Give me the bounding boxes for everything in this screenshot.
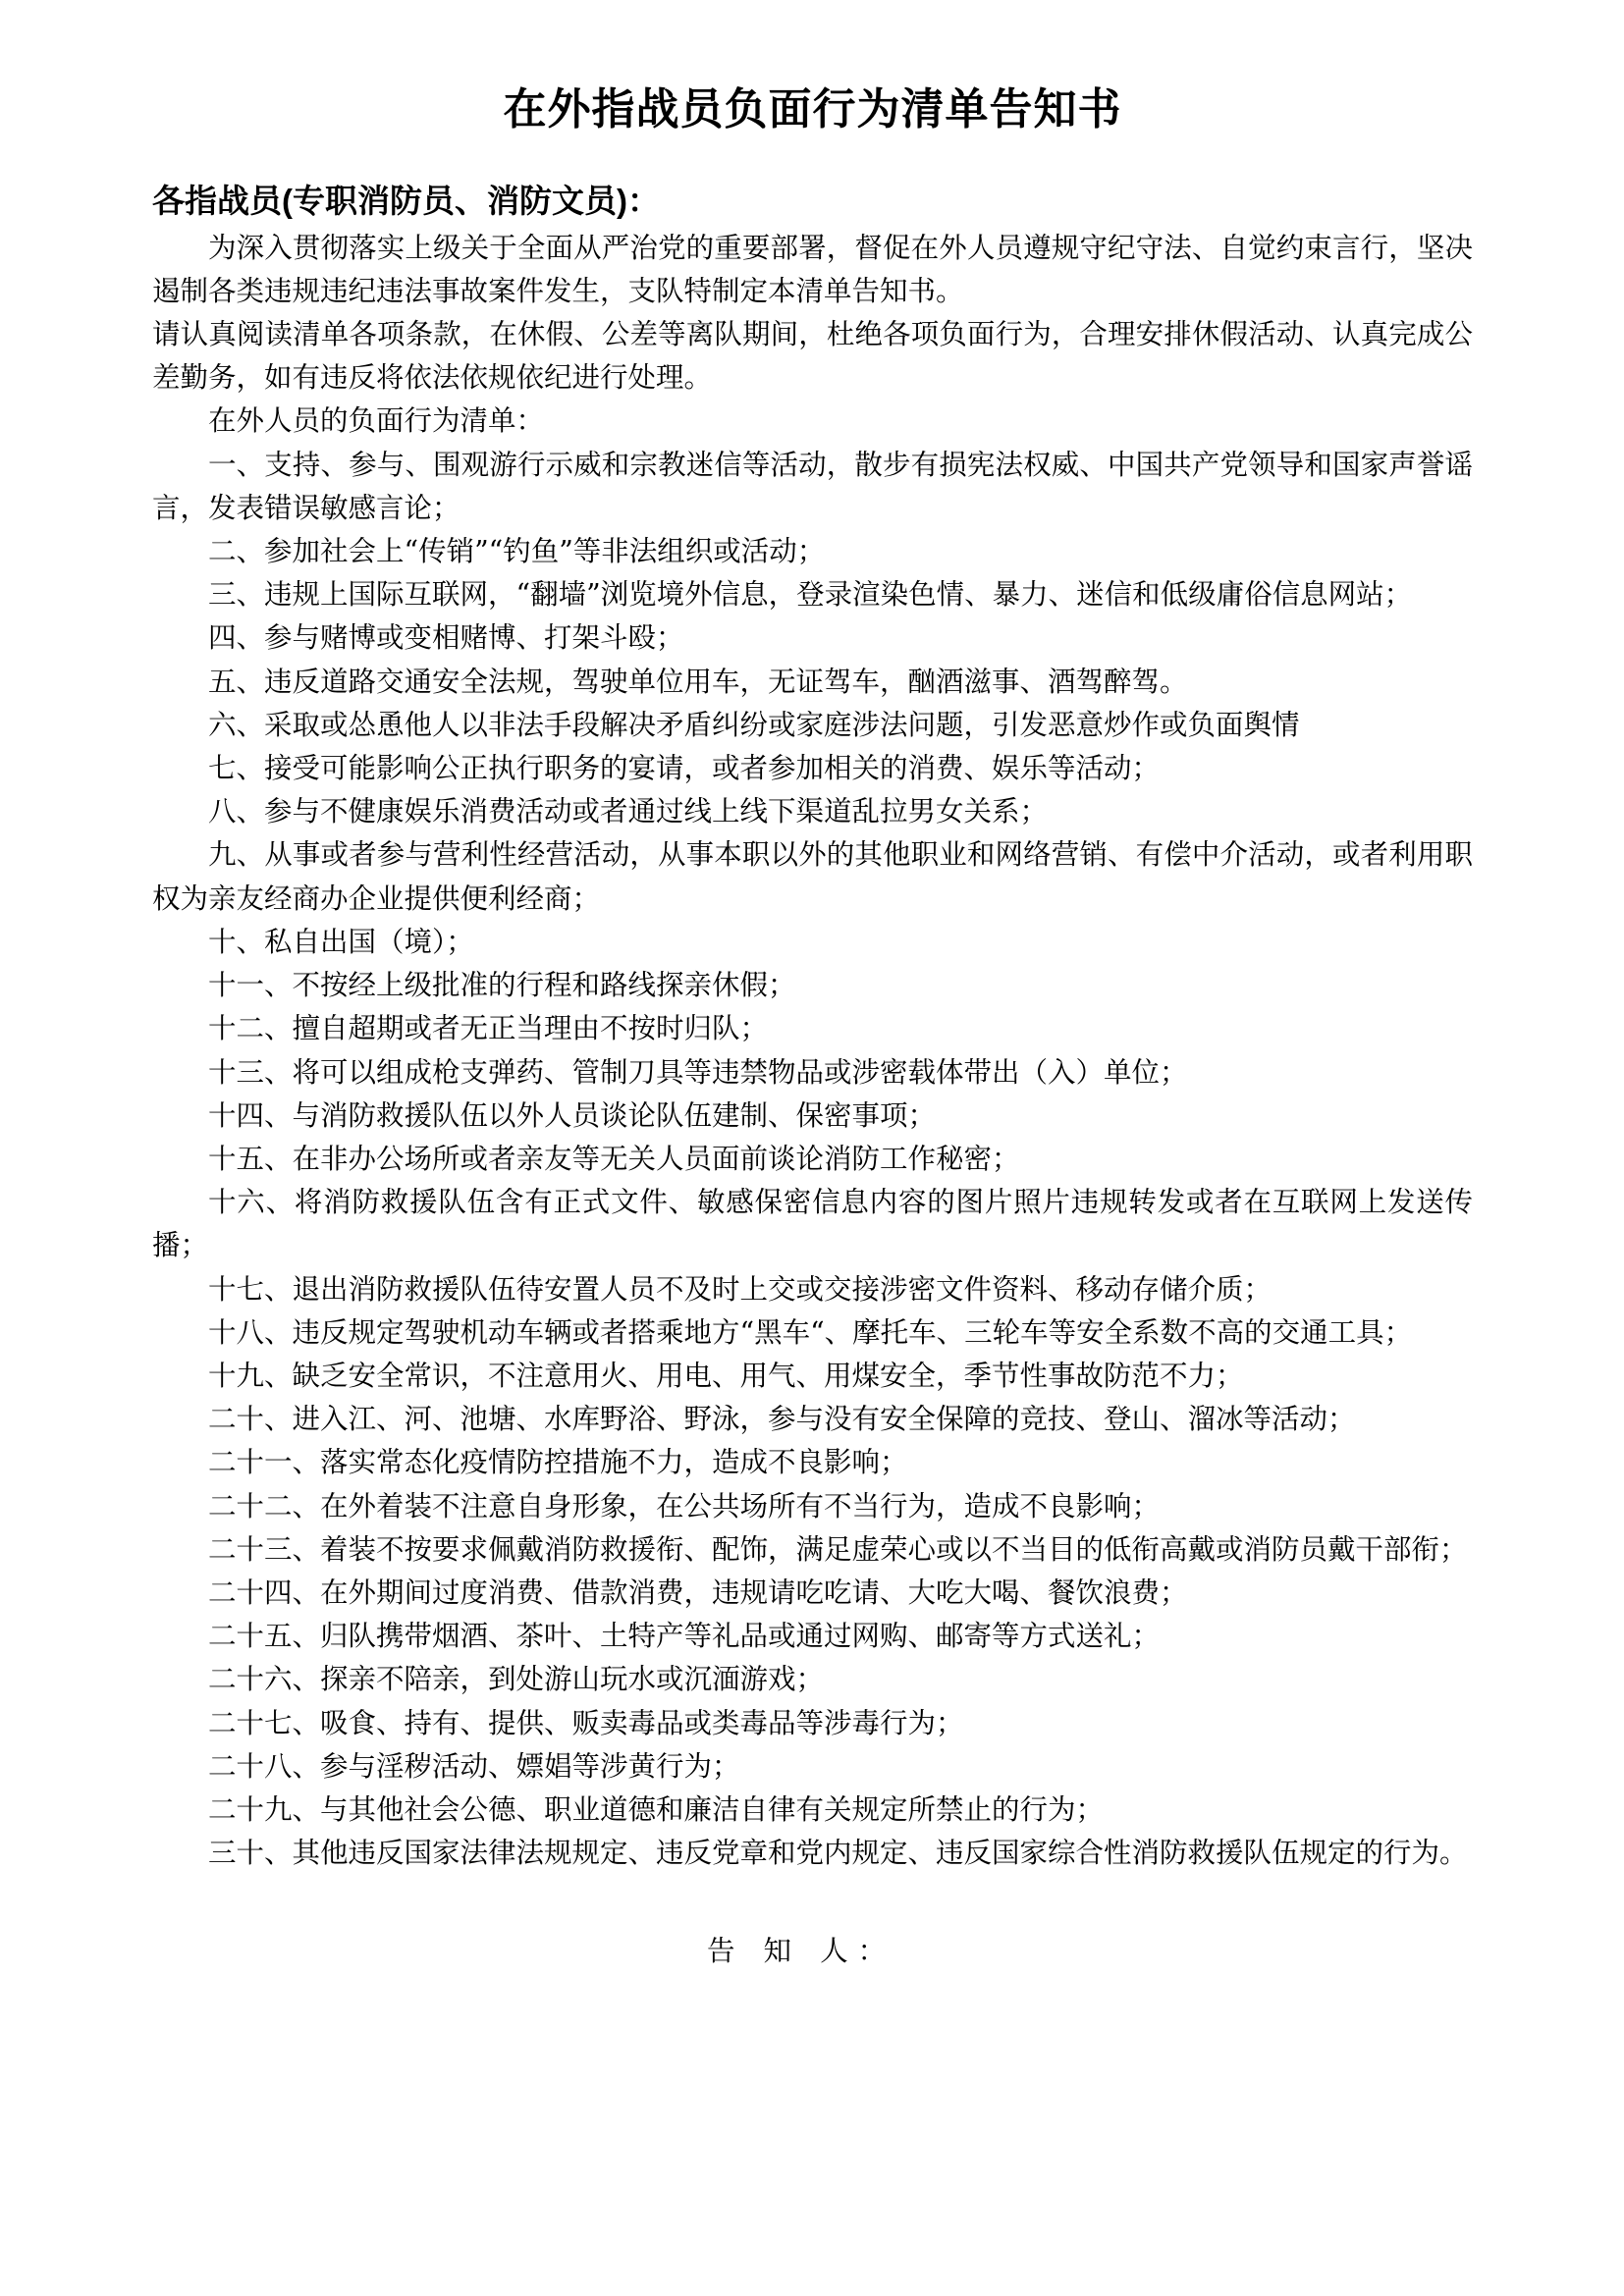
list-item: 二十、进入江、河、池塘、水库野浴、野泳，参与没有安全保障的竞技、登山、溜冰等活动； xyxy=(208,1403,1356,1436)
salutation: 各指战员(专职消防员、消防文员)： xyxy=(152,182,660,219)
list-item: 二十一、落实常态化疫情防控措施不力，造成不良影响； xyxy=(208,1446,908,1479)
list-item: 三、违规上国际互联网，“翻墙”浏览境外信息，登录渲染色情、暴力、迷信和低级庸俗信息网站； xyxy=(208,578,1413,612)
list-item: 十一、不按经上级批准的行程和路线探亲休假； xyxy=(208,969,796,1002)
list-item: 四、参与赌博或变相赌博、打架斗殴； xyxy=(208,621,684,655)
list-item: 二十九、与其他社会公德、职业道德和廉洁自律有关规定所禁止的行为； xyxy=(208,1792,1105,1826)
list-item: 七、接受可能影响公正执行职务的宴请，或者参加相关的消费、娱乐等活动； xyxy=(208,752,1161,785)
negative-behavior-list xyxy=(152,444,1473,1876)
intro-paragraph: 请认真阅读清单各项条款，在休假、公差等离队期间，杜绝各项负面行为，合理安排休假活动、认真完成公差勤务，如有违反将依法依规依纪进行处理。 xyxy=(152,318,1473,395)
list-item: 二十七、吸食、持有、提供、贩卖毒品或类毒品等涉毒行为； xyxy=(208,1706,964,1739)
intro-paragraph: 在外人员的负面行为清单： xyxy=(208,404,545,438)
signature-line: 告 知 人： xyxy=(707,1935,896,1968)
list-item: 二、参加社会上“传销”“钓鱼”等非法组织或活动； xyxy=(208,535,826,568)
intro-paragraphs xyxy=(152,227,1473,444)
list-item: 十二、擅自超期或者无正当理由不按时归队； xyxy=(208,1012,769,1045)
list-item: 十九、缺乏安全常识，不注意用火、用电、用气、用煤安全，季节性事故防范不力； xyxy=(208,1359,1244,1392)
list-item: 九、从事或者参与营利性经营活动，从事本职以外的其他职业和网络营销、有偿中介活动，或者利用职权为亲友经商办企业提供便利经商； xyxy=(152,838,1473,915)
list-item: 二十八、参与淫秽活动、嫖娼等涉黄行为； xyxy=(208,1749,740,1783)
list-item: 十、私自出国（境）； xyxy=(208,925,474,958)
list-item: 二十五、归队携带烟酒、茶叶、土特产等礼品或通过网购、邮寄等方式送礼； xyxy=(208,1620,1161,1653)
list-item: 二十二、在外着装不注意自身形象，在公共场所有不当行为，造成不良影响； xyxy=(208,1489,1161,1522)
list-item: 二十四、在外期间过度消费、借款消费，违规请吃吃请、大吃大喝、餐饮浪费； xyxy=(208,1575,1188,1609)
list-item: 十五、在非办公场所或者亲友等无关人员面前谈论消防工作秘密； xyxy=(208,1142,1020,1175)
list-item: 十七、退出消防救援队伍待安置人员不及时上交或交接涉密文件资料、移动存储介质； xyxy=(208,1272,1272,1306)
list-item: 二十三、着装不按要求佩戴消防救援衔、配饰，满足虚荣心或以不当目的低衔高戴或消防员戴干部衔； xyxy=(208,1532,1468,1566)
list-item: 八、参与不健康娱乐消费活动或者通过线上线下渠道乱拉男女关系； xyxy=(208,795,1049,828)
page-title: 在外指战员负面行为清单告知书 xyxy=(503,85,1122,133)
list-item: 十四、与消防救援队伍以外人员谈论队伍建制、保密事项； xyxy=(208,1098,937,1132)
list-item: 三十、其他违反国家法律法规规定、违反党章和党内规定、违反国家综合性消防救援队伍规定的行为。 xyxy=(208,1837,1468,1870)
list-item: 十六、将消防救援队伍含有正式文件、敏感保密信息内容的图片照片违规转发或者在互联网上发送传播； xyxy=(152,1186,1473,1262)
list-item: 二十六、探亲不陪亲，到处游山玩水或沉湎游戏； xyxy=(208,1663,825,1696)
list-item: 六、采取或怂恿他人以非法手段解决矛盾纠纷或家庭涉法问题，引发恶意炒作或负面舆情 xyxy=(208,708,1300,741)
list-item: 十八、违反规定驾驶机动车辆或者搭乘地方“黑车“、摩托车、三轮车等安全系数不高的交通工具； xyxy=(208,1315,1413,1349)
document-content xyxy=(152,0,1473,1974)
list-item: 一、支持、参与、围观游行示威和宗教迷信等活动，散步有损宪法权威、中国共产党领导和国家声誉谣言，发表错误敏感言论； xyxy=(152,448,1473,524)
intro-paragraph: 为深入贯彻落实上级关于全面从严治党的重要部署，督促在外人员遵规守纪守法、自觉约束言行，坚决遏制各类违规违纪违法事故案件发生，支队特制定本清单告知书。 xyxy=(152,231,1473,307)
list-item: 五、违反道路交通安全法规，驾驶单位用车，无证驾车，酗酒滋事、酒驾醉驾。 xyxy=(208,665,1188,698)
list-item: 十三、将可以组成枪支弹药、管制刀具等违禁物品或涉密载体带出（入）单位； xyxy=(208,1055,1188,1089)
